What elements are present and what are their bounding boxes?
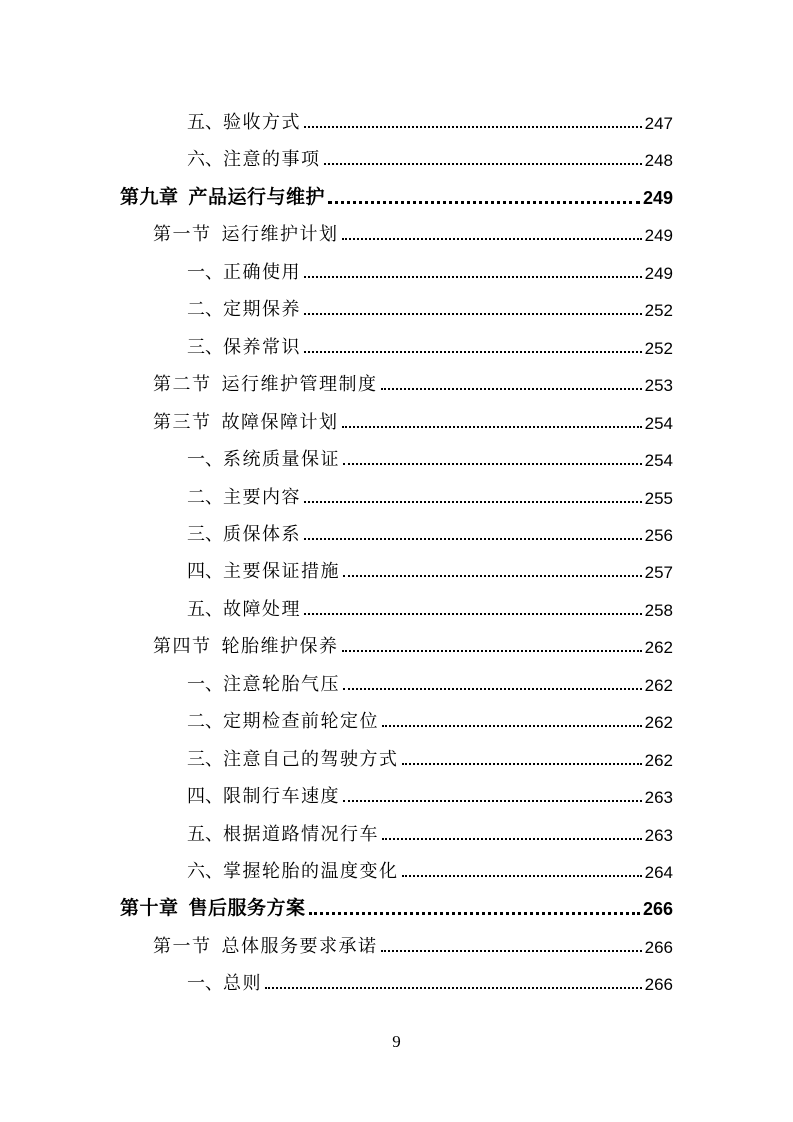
toc-entry-title: 系统质量保证 xyxy=(223,449,340,471)
toc-entry-page: 262 xyxy=(644,675,673,695)
toc-entry-number: 三、 xyxy=(187,748,223,769)
toc-entry-number: 四、 xyxy=(187,561,223,582)
toc-entry-number: 四、 xyxy=(187,786,223,807)
toc-dot-leader xyxy=(382,837,642,840)
toc-entry-title: 注意轮胎气压 xyxy=(223,673,340,695)
toc-subsection-entry[interactable] xyxy=(187,254,673,284)
toc-entry-page: 262 xyxy=(644,750,673,770)
toc-entry-title: 正确使用 xyxy=(223,261,301,283)
toc-entry-number: 一、 xyxy=(187,261,223,282)
toc-dot-leader xyxy=(324,162,642,165)
toc-entry-title: 质保体系 xyxy=(223,523,301,545)
toc-section-entry[interactable] xyxy=(153,404,673,434)
toc-dot-leader xyxy=(304,537,642,540)
toc-entry-number: 第三节 xyxy=(153,411,212,433)
toc-entry-page: 249 xyxy=(642,187,673,208)
toc-subsection-entry[interactable] xyxy=(187,441,673,471)
toc-dot-leader xyxy=(342,649,642,652)
toc-entry-title: 售后服务方案 xyxy=(188,897,306,920)
toc-entry-page: 254 xyxy=(644,413,673,433)
toc-entry-number: 二、 xyxy=(187,299,223,320)
toc-entry-number: 三、 xyxy=(187,336,223,357)
toc-dot-leader xyxy=(381,949,642,952)
toc-subsection-entry[interactable] xyxy=(187,853,673,883)
toc-dot-leader xyxy=(343,574,642,577)
toc-entry-number: 一、 xyxy=(187,449,223,470)
toc-subsection-entry[interactable] xyxy=(187,516,673,546)
toc-entry-page: 266 xyxy=(644,975,673,995)
toc-entry-page: 258 xyxy=(644,600,673,620)
toc-entry-number: 二、 xyxy=(187,486,223,507)
toc-dot-leader xyxy=(304,350,642,353)
toc-dot-leader xyxy=(402,762,642,765)
toc-section-entry[interactable] xyxy=(153,628,673,658)
toc-entry-number: 第一节 xyxy=(153,224,212,246)
toc-entry-page: 252 xyxy=(644,301,673,321)
toc-entry-page: 252 xyxy=(644,338,673,358)
toc-entry-page: 249 xyxy=(644,226,673,246)
toc-entry-page: 262 xyxy=(644,638,673,658)
toc-entry-number: 二、 xyxy=(187,711,223,732)
toc-subsection-entry[interactable] xyxy=(187,104,673,134)
toc-entry-page: 255 xyxy=(644,488,673,508)
toc-entry-title: 保养常识 xyxy=(223,336,301,358)
toc-entry-title: 注意自己的驾驶方式 xyxy=(223,748,399,770)
toc-section-entry[interactable] xyxy=(153,366,673,396)
toc-entry-title: 限制行车速度 xyxy=(223,786,340,808)
toc-dot-leader xyxy=(342,237,642,240)
toc-entry-page: 262 xyxy=(644,713,673,733)
toc-entry-page: 253 xyxy=(644,376,673,396)
toc-entry-page: 256 xyxy=(644,525,673,545)
toc-section-entry[interactable] xyxy=(153,216,673,246)
toc-entry-title: 轮胎维护保养 xyxy=(221,636,339,658)
toc-dot-leader xyxy=(328,200,640,204)
toc-entry-number: 六、 xyxy=(187,149,223,170)
toc-entry-title: 主要保证措施 xyxy=(223,561,340,583)
page-number-footer: 9 xyxy=(392,1032,401,1051)
toc-entry-title: 运行维护管理制度 xyxy=(221,374,378,396)
toc-entry-page: 249 xyxy=(644,263,673,283)
toc-entry-page: 264 xyxy=(644,863,673,882)
toc-subsection-entry[interactable] xyxy=(187,479,673,509)
toc-entry-number: 三、 xyxy=(187,523,223,544)
toc-entry-title: 运行维护计划 xyxy=(221,224,339,246)
toc-subsection-entry[interactable] xyxy=(187,141,673,171)
toc-entry-page: 266 xyxy=(644,937,673,957)
toc-dot-leader xyxy=(309,911,640,915)
toc-entry-title: 产品运行与维护 xyxy=(188,185,326,208)
toc-entry-title: 定期检查前轮定位 xyxy=(223,711,379,733)
toc-entry-number: 第九章 xyxy=(120,185,179,208)
toc-entry-title: 主要内容 xyxy=(223,486,301,508)
toc-entry-page: 266 xyxy=(642,899,673,920)
toc-dot-leader xyxy=(304,275,642,278)
toc-entry-page: 263 xyxy=(644,788,673,808)
toc-entry-number: 一、 xyxy=(187,673,223,694)
toc-dot-leader xyxy=(402,874,642,877)
toc-entry-page: 263 xyxy=(644,825,673,845)
toc-entry-page: 247 xyxy=(644,114,673,133)
toc-entry-number: 五、 xyxy=(187,598,223,619)
toc-dot-leader xyxy=(304,125,642,128)
toc-chapter-entry[interactable] xyxy=(120,890,673,920)
toc-dot-leader xyxy=(304,312,642,315)
toc-entry-title: 注意的事项 xyxy=(223,149,321,171)
toc-entry-title: 根据道路情况行车 xyxy=(223,823,379,845)
toc-subsection-entry[interactable] xyxy=(187,816,673,846)
toc-entry-number: 五、 xyxy=(187,823,223,844)
toc-subsection-entry[interactable] xyxy=(187,553,673,583)
toc-dot-leader xyxy=(304,500,642,503)
toc-entry-title: 总则 xyxy=(223,973,262,995)
toc-dot-leader xyxy=(343,687,642,690)
toc-entry-number: 五、 xyxy=(187,112,223,132)
toc-entry-number: 第四节 xyxy=(153,636,212,658)
toc-entry-title: 故障处理 xyxy=(223,598,301,620)
toc-entry-number: 一、 xyxy=(187,973,223,994)
toc-entry-page: 257 xyxy=(644,563,673,583)
toc-entry-number: 六、 xyxy=(187,861,223,881)
toc-entry-title: 验收方式 xyxy=(223,112,301,133)
toc-subsection-entry[interactable] xyxy=(187,741,673,771)
toc-subsection-entry[interactable] xyxy=(187,291,673,321)
toc-entry-title: 故障保障计划 xyxy=(221,411,339,433)
toc-entry-title: 定期保养 xyxy=(223,299,301,321)
toc-entry-number: 第二节 xyxy=(153,374,212,396)
toc-subsection-entry[interactable] xyxy=(187,703,673,733)
toc-dot-leader xyxy=(343,462,642,465)
toc-subsection-entry[interactable] xyxy=(187,329,673,359)
toc-subsection-entry[interactable] xyxy=(187,778,673,808)
toc-subsection-entry[interactable] xyxy=(187,965,673,995)
toc-subsection-entry[interactable] xyxy=(187,666,673,696)
toc-entry-number: 第十章 xyxy=(120,897,179,920)
toc-dot-leader xyxy=(304,612,642,615)
toc-dot-leader xyxy=(382,724,642,727)
toc-entry-title: 总体服务要求承诺 xyxy=(221,935,378,957)
toc-dot-leader xyxy=(265,986,642,989)
toc-entry-title: 掌握轮胎的温度变化 xyxy=(223,861,399,882)
toc-chapter-entry[interactable] xyxy=(120,179,673,209)
toc-section-entry[interactable] xyxy=(153,928,673,958)
toc-entry-page: 254 xyxy=(644,451,673,471)
toc-entry-page: 248 xyxy=(644,151,673,171)
toc-entry-number: 第一节 xyxy=(153,935,212,957)
toc-dot-leader xyxy=(343,799,642,802)
toc-subsection-entry[interactable] xyxy=(187,591,673,621)
toc-dot-leader xyxy=(342,425,642,428)
toc-dot-leader xyxy=(381,387,642,390)
